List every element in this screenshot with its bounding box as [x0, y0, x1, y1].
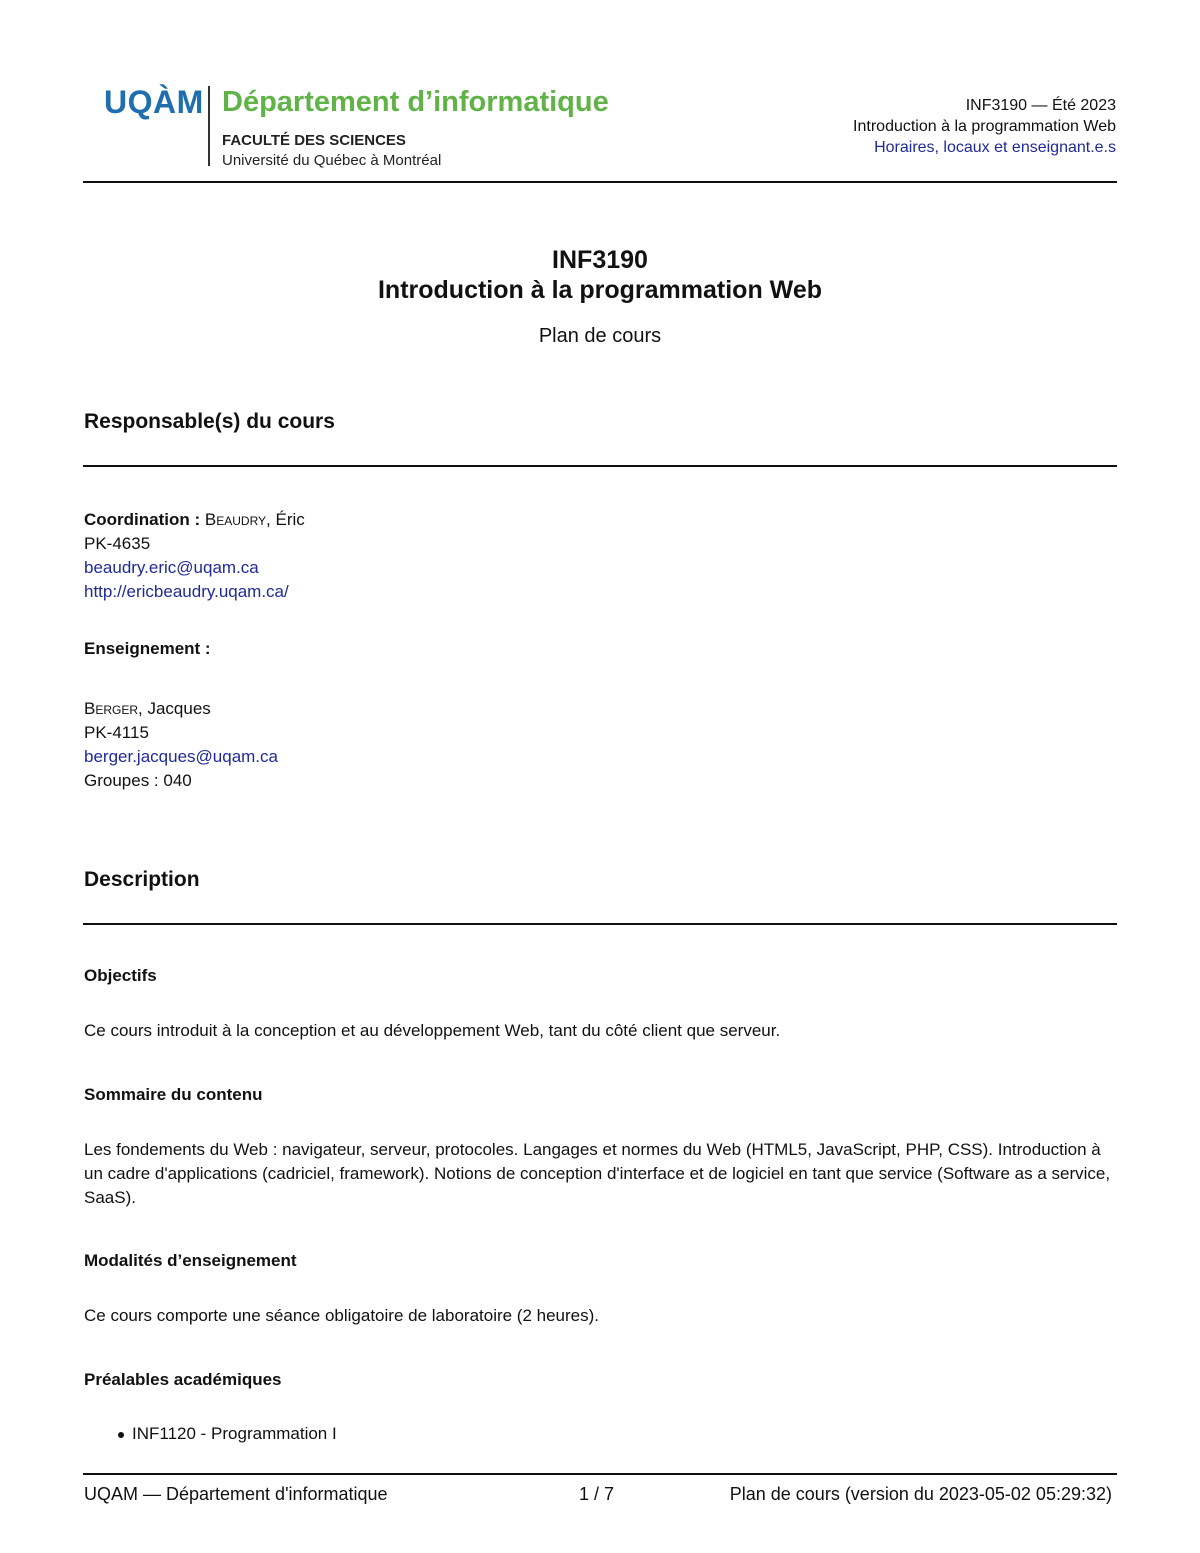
objectives-text: Ce cours introduit à la conception et au développement Web, tant du côté client que serveur. — [84, 1021, 781, 1040]
faculty-name: FACULTÉ DES SCIENCES — [222, 132, 406, 149]
prerequisite-item: INF1120 - Programmation I — [84, 1424, 337, 1444]
header-divider — [83, 181, 1117, 183]
teaching-label: Enseignement : — [84, 639, 211, 658]
department-name: Département d’informatique — [222, 86, 609, 118]
document-title — [0, 245, 1200, 348]
objectives-heading: Objectifs — [84, 966, 157, 985]
teacher-block — [84, 697, 278, 793]
coordinator-website-link[interactable]: http://ericbeaudry.uqam.ca/ — [84, 582, 289, 601]
university-name: Université du Québec à Montréal — [222, 152, 442, 169]
section-heading-responsables: Responsable(s) du cours — [84, 410, 335, 433]
teacher-firstname: , Jacques — [138, 699, 211, 718]
header-course-title: Introduction à la programmation Web — [853, 118, 1116, 135]
uqam-logo: UQÀM — [104, 84, 204, 120]
summary-heading: Sommaire du contenu — [84, 1085, 263, 1104]
teacher-groups: Groupes : 040 — [84, 771, 192, 790]
document-subtitle: Plan de cours — [538, 325, 662, 347]
prerequisites-heading: Préalables académiques — [84, 1370, 282, 1389]
header-course-term: INF3190 — Été 2023 — [965, 97, 1116, 114]
teacher-lastname: Berger — [84, 699, 139, 718]
section-heading-description: Description — [84, 868, 200, 891]
summary-text: Les fondements du Web : navigateur, serveur, protocoles. Langages et normes du Web (HTML5, JavaScript, PHP, CSS). Introduction à un cadre d'applications (cadriciel, framework). Notions de conception d'interface et de logiciel en tant que service (Software as a service, SaaS). — [84, 1140, 1111, 1207]
footer-divider — [83, 1473, 1117, 1475]
course-name: Introduction à la programmation Web — [377, 276, 822, 304]
section-divider — [83, 923, 1117, 925]
coordinator-firstname: , Éric — [266, 510, 305, 529]
prerequisites-list — [84, 1424, 337, 1444]
logo-separator — [208, 86, 210, 166]
teacher-email-link[interactable]: berger.jacques@uqam.ca — [84, 747, 278, 766]
header-course-info — [853, 95, 1116, 158]
teaching-label-block — [84, 637, 211, 661]
section-divider — [83, 465, 1117, 467]
teacher-office: PK-4115 — [84, 723, 149, 742]
footer-version: Plan de cours (version du 2023-05-02 05:29:32) — [729, 1484, 1112, 1504]
coordinator-email-link[interactable]: beaudry.eric@uqam.ca — [84, 558, 259, 577]
modalities-text: Ce cours comporte une séance obligatoire de laboratoire (2 heures). — [84, 1306, 600, 1325]
modalities-heading: Modalités d’enseignement — [84, 1251, 297, 1270]
footer-department: UQAM — Département d'informatique — [84, 1484, 388, 1504]
coordination-label: Coordination : — [84, 510, 201, 529]
page-number: 1 / 7 — [579, 1484, 615, 1504]
coordinator-lastname: Beaudry — [204, 510, 267, 529]
coordinator-block — [84, 508, 305, 604]
coordinator-office: PK-4635 — [84, 534, 151, 553]
schedule-link[interactable]: Horaires, locaux et enseignant.e.s — [874, 139, 1116, 156]
course-code: INF3190 — [552, 246, 648, 274]
